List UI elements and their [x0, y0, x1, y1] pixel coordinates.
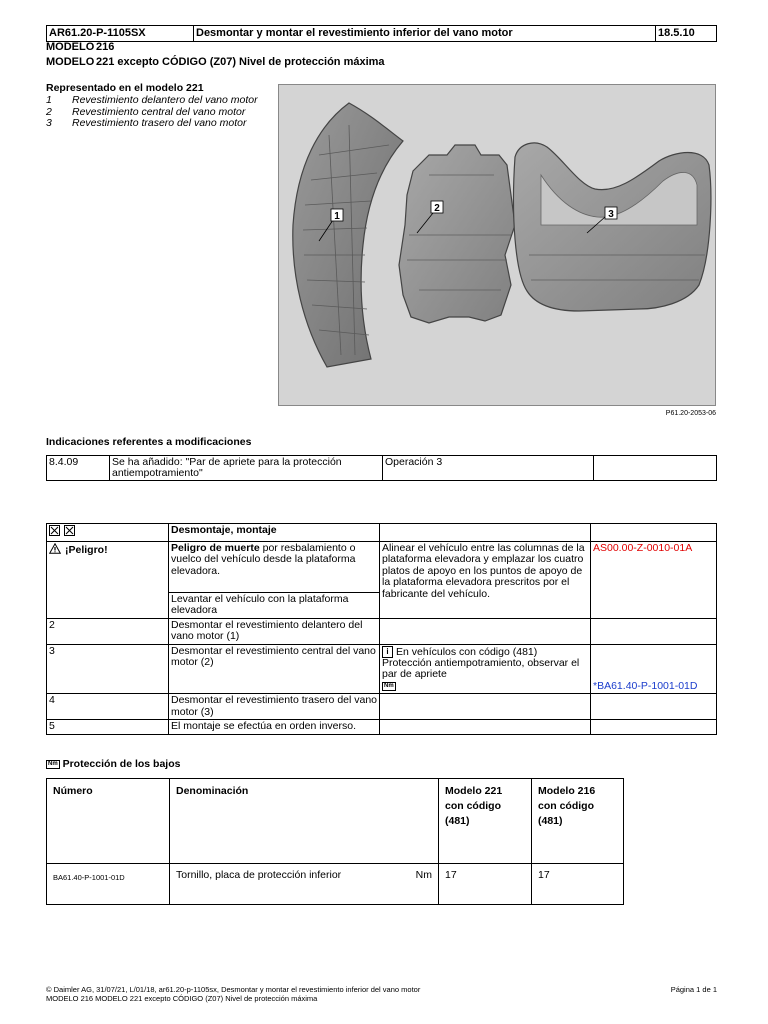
footer-line-1: © Daimler AG, 31/07/21, L/01/18, ar61.20-p-1105sx, Desmontar y montar el revestimiento inferior del vano motor Página 1 de 1	[46, 985, 717, 994]
table-row	[47, 779, 624, 864]
step-2-num: 2	[47, 618, 169, 644]
step-5-text: El montaje se efectúa en orden inverso.	[169, 720, 380, 735]
step-3-text: Desmontar el revestimiento central del vano motor (2)	[169, 644, 380, 694]
step-4-num: 4	[47, 694, 169, 720]
spec-numero: BA61.40-P-1001-01D	[47, 864, 170, 905]
figure-code: P61.20-2053-06	[665, 410, 716, 417]
table-row	[47, 618, 717, 644]
panels-illustration	[279, 85, 715, 405]
torque-spec-table	[46, 778, 624, 905]
danger-ref-link[interactable]: AS00.00-Z-0010-01A	[591, 541, 717, 618]
doc-title: Desmontar y montar el revestimiento inferior del vano motor	[194, 26, 656, 42]
step-1-text: Levantar el vehículo con la plataforma elevadora	[169, 592, 380, 618]
mod-text: Se ha añadido: "Par de apriete para la protección antiempotramiento"	[110, 456, 383, 481]
steps-header-label: Desmontaje, montaje	[169, 524, 380, 542]
legend-item: 1 Revestimiento delantero del vano motor	[46, 94, 258, 106]
col-modelo-216: Modelo 216 con código (481)	[532, 779, 624, 864]
representation-title: Representado en el modelo 221	[46, 82, 204, 94]
col-modelo-221: Modelo 221 con código (481)	[439, 779, 532, 864]
protection-title: Nm Protección de los bajos	[48, 758, 181, 770]
parts-legend	[46, 95, 271, 130]
torque-nm-icon: Nm	[384, 682, 394, 689]
steps-table	[46, 523, 717, 735]
danger-text: Peligro de muerte por resbalamiento o vuelco del vehículo desde la plataforma elevadora.	[169, 541, 380, 592]
table-row	[47, 541, 717, 592]
table-row	[47, 644, 717, 694]
step-3-note: i En vehículos con código (481) Protección antiempotramiento, observar el par de apriete Nm	[380, 644, 591, 694]
step-4-text: Desmontar el revestimiento trasero del vano motor (3)	[169, 694, 380, 720]
table-row	[47, 694, 717, 720]
mod-date: 8.4.09	[47, 456, 110, 481]
footer-line-2: MODELO 216 MODELO 221 excepto CÓDIGO (Z07) Nivel de protección máxima	[46, 994, 318, 1003]
torque-nm-icon: Nm	[48, 760, 58, 767]
mod-ref: Operación 3	[383, 456, 594, 481]
step-2-text: Desmontar el revestimiento delantero del vano motor (1)	[169, 618, 380, 644]
document-header	[46, 25, 717, 42]
svg-text:1: 1	[334, 211, 340, 222]
mod-extra	[594, 456, 717, 481]
table-row	[47, 864, 624, 905]
disassembly-icons	[47, 524, 169, 542]
page-number: Página 1 de 1	[670, 985, 717, 994]
legend-item: 2 Revestimiento central del vano motor	[46, 105, 246, 118]
modifications-table	[46, 455, 717, 481]
spec-m216-value: 17	[532, 864, 624, 905]
danger-action: Alinear el vehículo entre las columnas de la plataforma elevadora y emplazar los cuatro platos de apoyo en los puntos de apoyo de la plataforma elevadora prescritos por el fabricante del vehículo.	[380, 541, 591, 618]
danger-cell: ¡Peligro!	[47, 541, 169, 618]
engine-underbody-panels-figure	[278, 84, 716, 406]
col-numero: Número	[47, 779, 170, 864]
step-3-ref-link[interactable]: *BA61.40-P-1001-01D	[591, 644, 717, 694]
model-line-2: MODELO 221 excepto CÓDIGO (Z07) Nivel de protección máxima	[46, 56, 385, 68]
doc-code: AR61.20-P-1105SX	[47, 26, 194, 42]
table-row	[47, 524, 717, 542]
model-line-1: MODELO 216	[46, 41, 115, 53]
col-denominacion: Denominación	[170, 779, 439, 864]
rear-panel-shape	[514, 143, 711, 311]
info-icon: i	[382, 646, 393, 658]
svg-text:3: 3	[608, 209, 614, 220]
doc-date: 18.5.10	[656, 26, 717, 42]
warning-icon	[49, 543, 61, 558]
middle-panel-shape	[399, 145, 515, 323]
table-row	[47, 720, 717, 735]
svg-text:2: 2	[434, 203, 440, 214]
table-row	[47, 456, 717, 481]
step-3-num: 3	[47, 644, 169, 694]
page-footer	[46, 985, 717, 1003]
legend-item: 3 Revestimiento trasero del vano motor	[46, 117, 247, 129]
front-panel-shape	[293, 103, 403, 367]
step-5-num: 5	[47, 720, 169, 735]
modifications-title: Indicaciones referentes a modificaciones	[46, 436, 252, 448]
disassembly-assembly-icon	[49, 525, 77, 536]
spec-m221-value: 17	[439, 864, 532, 905]
spec-denominacion: Tornillo, placa de protección inferior Nm	[170, 864, 439, 905]
